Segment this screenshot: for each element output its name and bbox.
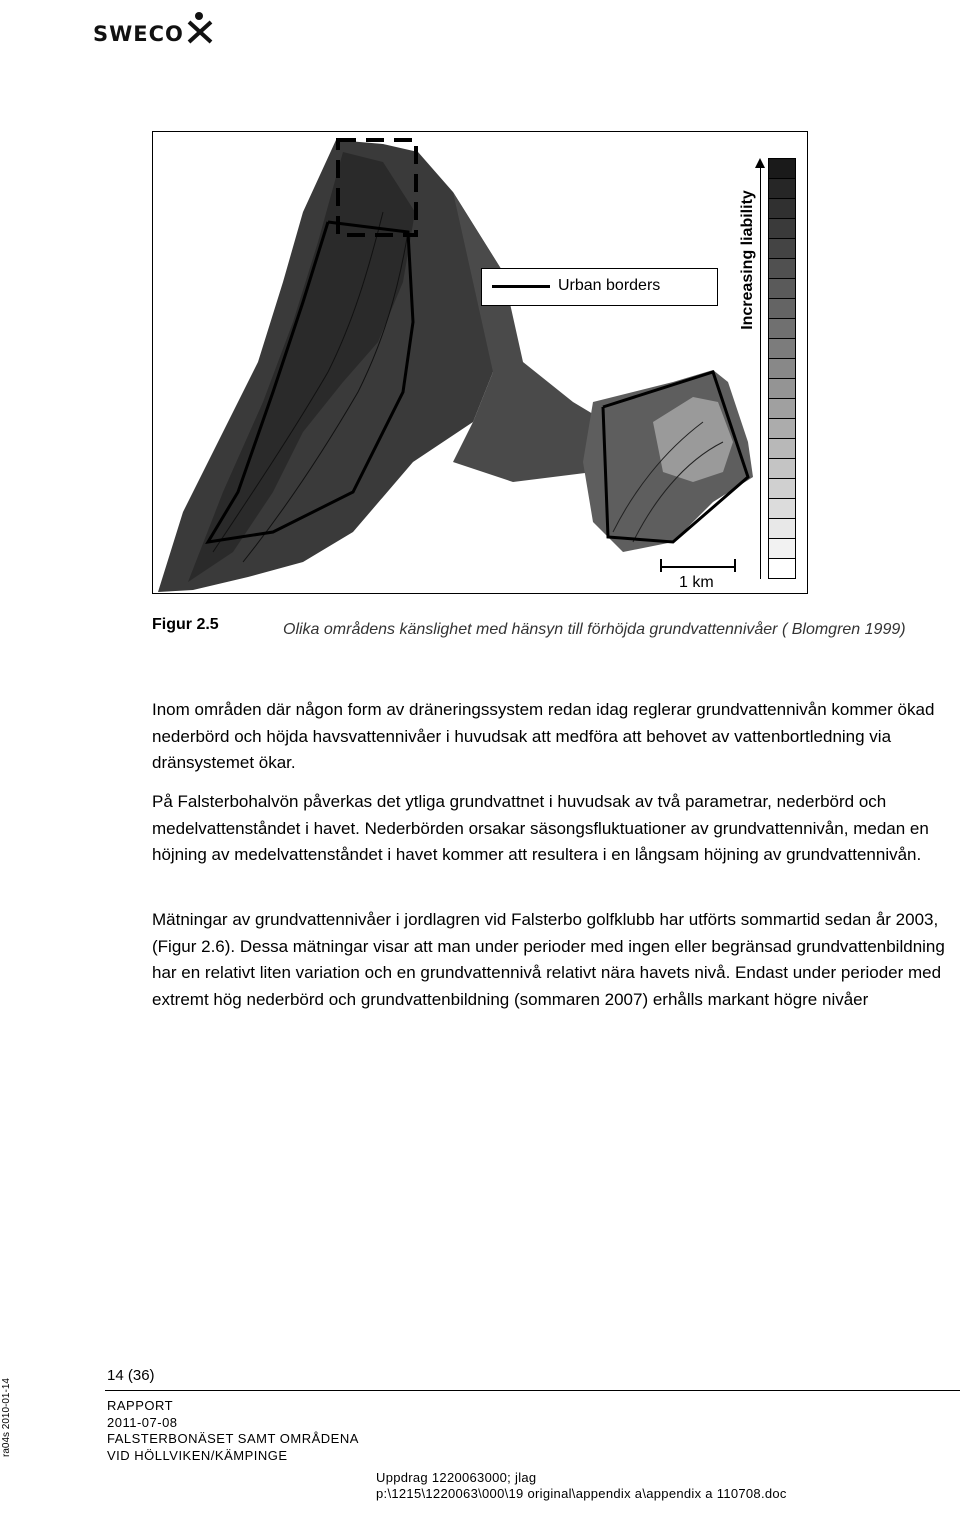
legend-box: [481, 268, 718, 306]
scale-swatch: [768, 558, 796, 579]
scale-label: 1 km: [679, 574, 714, 591]
scale-swatch: [768, 378, 796, 398]
page-number: 14 (36): [107, 1367, 155, 1384]
shade-stack: [768, 158, 796, 579]
scale-swatch: [768, 158, 796, 178]
scale-swatch: [768, 498, 796, 518]
scale-swatch: [768, 538, 796, 558]
body-paragraph-2: På Falsterbohalvön påverkas det ytliga grundvattnet i huvudsak av två parametrar, nederbörd och medelvattenståndet i havet. Nederbörden orsakar säsongsfluktuationer av grundvattennivån, medan en höjning av medelvattenståndet i havet kommer att resultera i en långsam höjning av grundvattennivån.: [152, 792, 929, 864]
scale-swatch: [768, 358, 796, 378]
doc-title-line1: FALSTERBONÄSET SAMT OMRÅDENA: [107, 1431, 359, 1446]
sweco-logo: [93, 10, 223, 50]
legend-line-symbol: [492, 285, 550, 288]
scale-bar: [660, 566, 736, 568]
scale-swatch: [768, 338, 796, 358]
logo-figure-icon: [185, 10, 215, 46]
scale-swatch: [768, 218, 796, 238]
scale-swatch: [768, 258, 796, 278]
scale-swatch: [768, 458, 796, 478]
footer-meta: [107, 1398, 359, 1464]
scale-swatch: [768, 478, 796, 498]
file-path: p:\1215\1220063\000\19 original\appendix a\appendix a 110708.doc: [376, 1486, 787, 1501]
logo-text: SWECO: [93, 22, 184, 46]
scale-swatch: [768, 278, 796, 298]
scale-swatch: [768, 398, 796, 418]
footer-divider: [105, 1390, 960, 1391]
liability-arrow-line: [760, 164, 761, 579]
legend-label: Urban borders: [558, 277, 661, 294]
side-code: ra04s 2010-01-14: [1, 1378, 12, 1457]
uppdrag-line: Uppdrag 1220063000; jlag: [376, 1470, 537, 1485]
doc-date: 2011-07-08: [107, 1414, 178, 1430]
scale-swatch: [768, 318, 796, 338]
scale-swatch: [768, 238, 796, 258]
liability-scale: [768, 158, 796, 578]
scale-swatch: [768, 438, 796, 458]
scale-swatch: [768, 198, 796, 218]
scale-swatch: [768, 418, 796, 438]
liability-arrow-head-icon: [755, 158, 765, 168]
scale-swatch: [768, 518, 796, 538]
figure-caption-text: Olika områdens känslighet med hänsyn till förhöjda grundvattennivåer ( Blomgren 1999): [283, 621, 906, 638]
doc-title-line2: VID HÖLLVIKEN/KÄMPINGE: [107, 1447, 288, 1463]
liability-axis-label: Increasing liability: [739, 190, 756, 330]
scale-swatch: [768, 298, 796, 318]
body-paragraph-1: Inom områden där någon form av dräneringssystem redan idag reglerar grundvattennivån kommer ökad nederbörd och höjda havsvattennivåer i huvudsak att medföra att behovet av vattenbortledning via dränsystemet ökar.: [152, 700, 935, 772]
liability-map: [152, 131, 808, 594]
scale-tick-right: [734, 559, 736, 572]
map-graphic: [153, 132, 809, 595]
doc-type: RAPPORT: [107, 1398, 174, 1413]
body-paragraph-3: Mätningar av grundvattennivåer i jordlagren vid Falsterbo golfklubb har utförts sommartid sedan år 2003, (Figur 2.6). Dessa mätningar visar att man under perioder med ingen eller begränsad grundvattenbildning har en relativt liten variation och en grundvattennivå relativt nära havets nivå. Endast under perioder med extremt hög nederbörd och grundvattenbildning (sommaren 2007) erhålls markant högre nivåer: [152, 910, 945, 1009]
scale-swatch: [768, 178, 796, 198]
figure-caption-label: Figur 2.5: [152, 616, 219, 633]
